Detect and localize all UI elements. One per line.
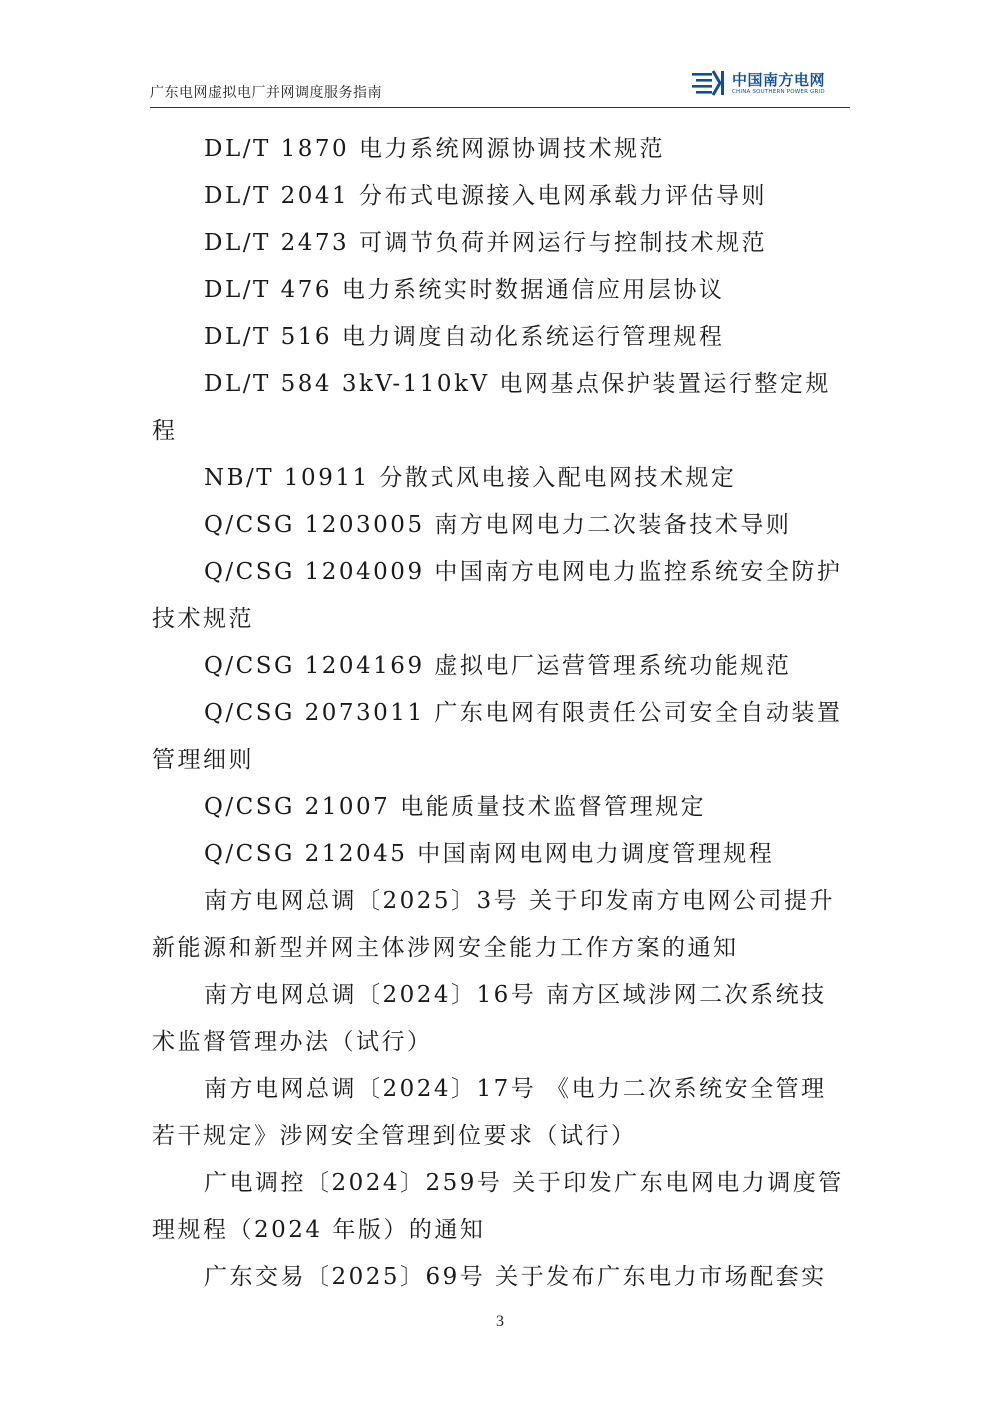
reference-item: 南方电网总调〔2024〕16号 南方区域涉网二次系统技术监督管理办法（试行） bbox=[152, 982, 827, 1055]
document-title: 广东电网虚拟电厂并网调度服务指南 bbox=[150, 85, 382, 101]
logo-text-en: CHINA SOUTHERN POWER GRID bbox=[732, 89, 825, 95]
reference-item: 南方电网总调〔2024〕17号 《电力二次系统安全管理若干规定》涉网安全管理到位要求（试行） bbox=[152, 1076, 827, 1149]
reference-list bbox=[152, 126, 852, 1301]
reference-item: Q/CSG 1203005 南方电网电力二次装备技术导则 bbox=[204, 512, 792, 538]
reference-item: DL/T 584 3kV-110kV 电网基点保护装置运行整定规程 bbox=[152, 371, 831, 444]
logo-text-cn: 中国南方电网 bbox=[732, 71, 826, 89]
page-number: 3 bbox=[496, 1313, 504, 1330]
reference-item: 广电调控〔2024〕259号 关于印发广东电网电力调度管理规程（2024 年版）的通知 bbox=[152, 1170, 844, 1243]
reference-item: 广东交易〔2025〕69号 关于发布广东电力市场配套实 bbox=[204, 1264, 827, 1290]
reference-item: NB/T 10911 分散式风电接入配电网技术规定 bbox=[204, 465, 737, 491]
reference-item: DL/T 2041 分布式电源接入电网承载力评估导则 bbox=[204, 183, 767, 209]
reference-item: Q/CSG 212045 中国南网电网电力调度管理规程 bbox=[204, 841, 775, 867]
page-header bbox=[150, 60, 850, 108]
reference-item: 南方电网总调〔2025〕3号 关于印发南方电网公司提升新能源和新型并网主体涉网安全能力工作方案的通知 bbox=[152, 888, 835, 961]
grid-logo-icon bbox=[692, 70, 726, 96]
reference-item: Q/CSG 1204009 中国南方电网电力监控系统安全防护技术规范 bbox=[152, 559, 843, 632]
header-divider bbox=[150, 107, 850, 108]
reference-item: DL/T 1870 电力系统网源协调技术规范 bbox=[204, 136, 665, 162]
reference-item: DL/T 516 电力调度自动化系统运行管理规程 bbox=[204, 324, 725, 350]
reference-item: Q/CSG 1204169 虚拟电厂运营管理系统功能规范 bbox=[204, 653, 792, 679]
reference-item: Q/CSG 2073011 广东电网有限责任公司安全自动装置管理细则 bbox=[152, 700, 843, 773]
company-logo bbox=[692, 66, 842, 100]
reference-item: Q/CSG 21007 电能质量技术监督管理规定 bbox=[204, 794, 707, 820]
reference-item: DL/T 476 电力系统实时数据通信应用层协议 bbox=[204, 277, 725, 303]
reference-item: DL/T 2473 可调节负荷并网运行与控制技术规范 bbox=[204, 230, 767, 256]
